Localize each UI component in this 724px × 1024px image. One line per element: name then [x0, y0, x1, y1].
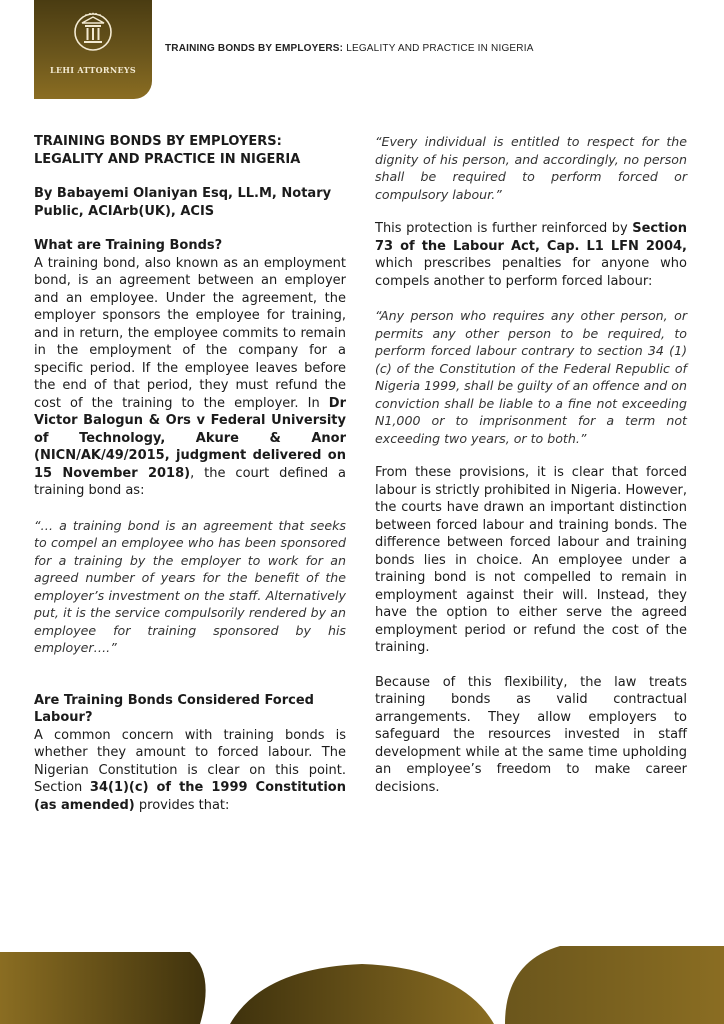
- quote-constitution: “Every individual is entitled to respect for the dignity of his person, and accordingly, no person shall be required to perform forced or compulsory labour.”: [375, 134, 687, 202]
- paragraph-labour-act-text-b: which prescribes penalties for anyone who compels another to perform forced labour:: [375, 256, 687, 289]
- footer-decoration: [0, 944, 724, 1024]
- paragraph-forced-labour: [34, 727, 346, 815]
- paragraph-labour-act-text-a: This protection is further reinforced by: [375, 221, 633, 236]
- section-heading-training-bonds: What are Training Bonds?: [34, 238, 223, 253]
- pillar-emblem-icon: [71, 10, 115, 60]
- article-byline: By Babayemi Olaniyan Esq, LL.M, Notary Public, ACIArb(UK), ACIS: [34, 186, 332, 219]
- running-header-bold: TRAINING BONDS BY EMPLOYERS:: [165, 43, 344, 54]
- constitution-citation: 34(1)(c) of the 1999 Constitution (as amended): [34, 780, 346, 813]
- footer-shapes: [0, 944, 724, 1024]
- paragraph-forced-labour-text-a: A common concern with training bonds is whether they amount to forced labour. The Nigerian Constitution is clear on this point. Section: [34, 727, 346, 795]
- paragraph-definition: [34, 255, 346, 500]
- running-header-rest: LEGALITY AND PRACTICE IN NIGERIA: [343, 43, 534, 54]
- paragraph-labour-act: [375, 220, 687, 290]
- quote-labour-act: “Any person who requires any other person, or permits any other person to be required, to perform forced labour contrary to section 34 (1) (c) of the Constitution of the Federal Republic of Nigeria 1999, shall be guilty of an offence and on conviction shall be liable to a fine not exceeding N1,000 or to imprisonment for a term not exceeding two years, or to both.”: [375, 308, 687, 446]
- paragraph-forced-labour-text-b: provides that:: [134, 797, 230, 813]
- quote-court-definition: “… a training bond is an agreement that seeks to compel an employee who has been sponsored for a training by the employer to work for an agreed number of years for the benefit of the employer’s investment on the staff. Alternatively put, it is the service compulsorily rendered by an employee for training sponsored by his employer….”: [34, 517, 346, 655]
- right-column: [375, 133, 687, 813]
- labour-act-citation: Section 73 of the Labour Act, Cap. L1 LFN 2004,: [375, 221, 687, 254]
- spacer: [34, 674, 346, 692]
- left-column: [34, 133, 346, 831]
- paragraph-flexibility: Because of this flexibility, the law treats training bonds as valid contractual arrangements. They allow employers to safeguard the resources invested in staff development while at the same time upholding an employee’s freedom to make career decisions.: [375, 674, 687, 795]
- logo-name: LEHI ATTORNEYS: [50, 65, 136, 75]
- logo-block: [34, 0, 152, 99]
- paragraph-definition-text-a: A training bond, also known as an employment bond, is an agreement between an employer and an employee. Under the agreement, the employer sponsors the employee for training, and in return, the employee commits to remain in the employment of the company for a specific period. If the employee leaves before the end of that period, they must refund the cost of the training to the employer. In: [34, 255, 346, 411]
- article-title: TRAINING BONDS BY EMPLOYERS: LEGALITY AND PRACTICE IN NIGERIA: [34, 134, 301, 167]
- running-header: [165, 43, 534, 54]
- section-heading-forced-labour: Are Training Bonds Considered Forced Labour?: [34, 692, 314, 725]
- paragraph-definition-text-b: , the court defined a training bond as:: [34, 465, 346, 498]
- paragraph-provisions: From these provisions, it is clear that forced labour is strictly prohibited in Nigeria. However, the courts have drawn an important distinction between forced labour and training bonds. The difference between forced labour and training bonds lies in choice. An employee under a training bond is not compelled to remain in employment against their will. Instead, they have the option to either serve the agreed employment period or refund the cost of the training.: [375, 465, 687, 655]
- case-citation: Dr Victor Balogun & Ors v Federal University of Technology, Akure & Anor (NICN/AK/49/2015, judgment delivered on 15 November 2018): [34, 395, 346, 481]
